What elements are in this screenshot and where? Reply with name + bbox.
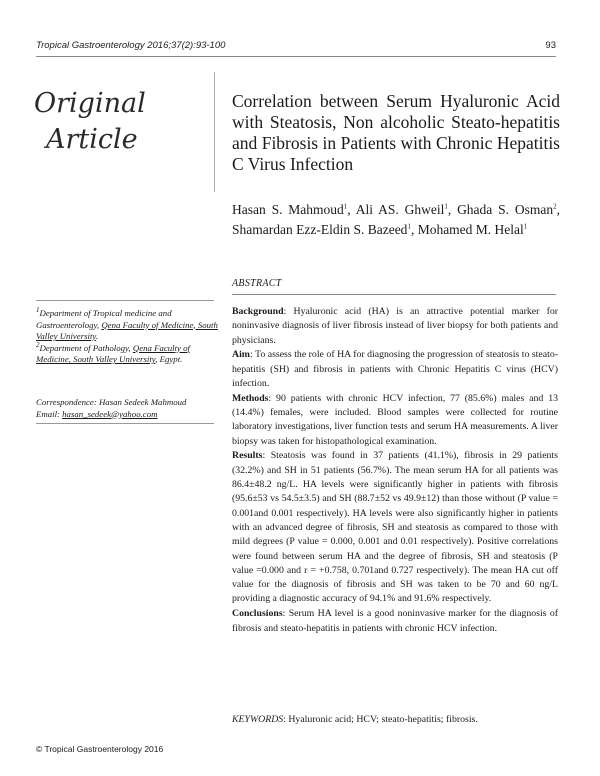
affiliation-number: 1 xyxy=(36,306,40,315)
section-label xyxy=(34,86,214,158)
sidebar-divider-top xyxy=(36,300,214,301)
author-affiliation-mark: 2 xyxy=(553,202,557,211)
abstract-conclusions xyxy=(232,607,558,636)
results-text: : Steatosis was found in 37 patients (41.1%), fibrosis in 29 patients (32.2%) and SH in 51 patients (56.7%). The mean serum HA for all patients was 86.4±48.2 ng/L. HA levels were significantly higher in patients with fibrosis (95.6±53 vs 54.5±3.5) and SH (88.7±52 vs 49.9±12) than those without (P value = 0.001and 0.001 respectively). HA levels were also significantly higher in patients with an advanced degree of fibrosis, SH and steatosis as compared to those with mild degrees (P value = 0.000, 0.001 and 0.01 respectively). Positive correlations were found between serum HA and the degree of fibrosis, SH and steatosis (P value =0.000 and r = +0.758, 0.701and 0.727 respectively). The mean HA cut off value for the diagnosis of fibrosis and SH was taken to be 70 and 60 ng/L providing a diagnostic accuracy of 94.1% and 91.6% respectively. xyxy=(232,450,558,605)
author-affiliation-mark: 1 xyxy=(523,222,528,230)
author-name: Hasan S. Mahmoud xyxy=(232,202,344,217)
author-name: Ghada S. Osman xyxy=(457,202,554,217)
keywords-label: KEYWORDS xyxy=(232,714,284,725)
affiliation-suffix: , Egypt. xyxy=(155,354,183,364)
author-affiliation-mark: 1 xyxy=(444,202,448,211)
affiliation-institution: Qena Faculty of Medicine, South Valley University xyxy=(36,342,191,364)
abstract-background xyxy=(232,305,558,348)
abstract-body xyxy=(232,305,558,636)
copyright-footer: © Tropical Gastroenterology 2016 xyxy=(36,744,164,754)
affiliation-number: 2 xyxy=(36,340,40,349)
author-affiliation-mark: 1 xyxy=(343,202,348,211)
email-label: Email: xyxy=(36,408,63,419)
abstract-divider xyxy=(232,294,556,295)
abstract-aim xyxy=(232,348,558,391)
affiliation-department: Department of Tropical medicine and Gastroenterology, xyxy=(36,308,172,330)
section-label-line2: Article xyxy=(46,124,138,155)
email-link[interactable]: hasan_sedeek@yahoo.com xyxy=(62,408,158,419)
correspondence-email-line xyxy=(36,409,226,421)
methods-label: Methods xyxy=(232,392,269,404)
correspondence xyxy=(36,397,226,420)
author-name: Ali AS. Ghweil xyxy=(355,202,445,217)
affiliation-suffix: . xyxy=(95,331,99,341)
correspondence-author: Correspondence: Hasan Sedeek Mahmoud xyxy=(36,397,187,407)
conclusions-text: : Serum HA level is a good noninvasive marker for the diagnosis of fibrosis and steato-hepatitis in patients with chronic HCV infection. xyxy=(232,608,558,634)
results-label: Results xyxy=(232,450,263,462)
background-label: Background xyxy=(232,306,284,317)
background-text: : Hyaluronic acid (HA) is an attractive potential marker for noninvasive diagnosis of liver fibrosis instead of liver biopsy for both patients and physicians. xyxy=(232,306,558,346)
aim-text: : To assess the role of HA for diagnosing the progression of steatosis to steato-hepatitis (SH) and fibrosis in patients with Chronic Hepatitis C virus (HCV) infection. xyxy=(232,349,558,389)
header-divider xyxy=(36,56,556,57)
author-name: Shamardan Ezz-Eldin S. Bazeed xyxy=(232,221,408,237)
section-label-line1: Original xyxy=(34,88,146,119)
abstract-heading: ABSTRACT xyxy=(232,278,282,289)
keywords xyxy=(232,714,478,725)
keywords-text: : Hyaluronic acid; HCV; steato-hepatitis; fibrosis. xyxy=(283,714,478,725)
affiliation-item xyxy=(36,308,218,343)
aim-label: Aim xyxy=(232,349,250,361)
affiliation-institution: Qena Faculty of Medicine, South Valley University xyxy=(36,319,218,341)
author-list: Hasan S. Mahmoud$^1$, Ali AS. Ghweil$^1$, Ghada S. Osman$^2$, Shamardan Ezz-Eldin S. Bazeed$^1$, Mohamed M. Helal$^1$ xyxy=(232,202,560,237)
author-name: Mohamed M. Helal xyxy=(417,221,524,237)
methods-text: : 90 patients with chronic HCV infection, 77 (85.6%) males and 13 (14.4%) females, were included. Blood samples were collected for routine laboratory investigations, liver function tests and serum HA measurements. A liver biopsy was taken for histopathological examination. xyxy=(232,392,558,447)
page-number: 93 xyxy=(545,40,556,51)
sidebar-divider-bottom xyxy=(36,423,214,424)
article-title: Correlation between Serum Hyaluronic Acid with Steatosis, Non alcoholic Steato-hepatitis and Fibrosis in Patients with Chronic Hepatitis C Virus Infection xyxy=(232,91,560,174)
conclusions-label: Conclusions xyxy=(232,608,283,620)
affiliation-item xyxy=(36,340,218,366)
title-vertical-divider xyxy=(214,72,215,192)
abstract-methods xyxy=(232,392,558,449)
affiliation-department: Department of Pathology, xyxy=(39,342,133,353)
affiliations xyxy=(36,308,218,366)
journal-citation: Tropical Gastroenterology 2016;37(2):93-100 xyxy=(36,40,226,51)
author-affiliation-mark: 1 xyxy=(407,222,411,230)
abstract-results xyxy=(232,449,558,606)
